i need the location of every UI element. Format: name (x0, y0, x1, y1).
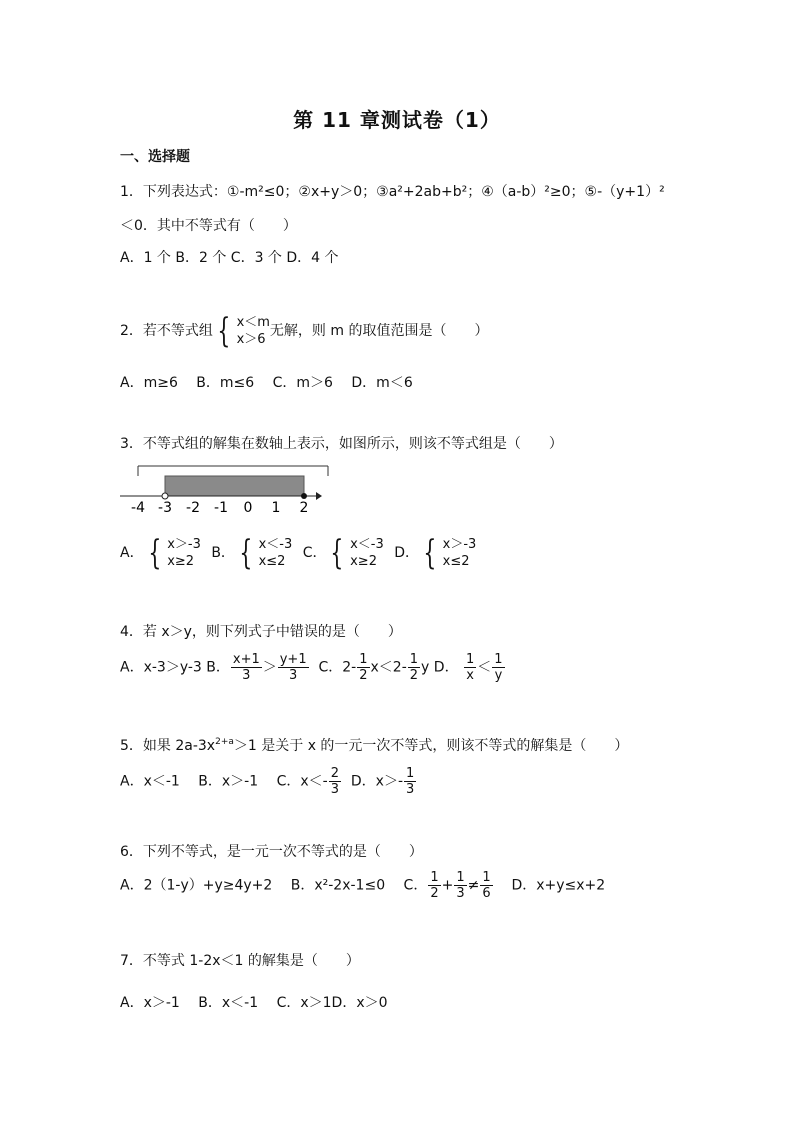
open-endpoint-icon (162, 493, 168, 499)
fraction: $\frac{1}{3}$ (456, 870, 465, 901)
q5-stem (120, 732, 628, 756)
option-row: x＜-3 (350, 537, 384, 552)
q4-options (120, 652, 506, 683)
fraction: $\frac{2}{3}$ (330, 766, 339, 797)
number-line-figure (118, 462, 338, 520)
tick-label: -2 (186, 500, 200, 516)
exponent: 2+a (215, 737, 234, 747)
tick-label: -3 (158, 500, 172, 516)
q3-option-a (120, 533, 201, 573)
fraction: $\frac{1}{2}$ (409, 652, 419, 683)
option-row: x≤2 (258, 554, 286, 569)
option-label: C． (302, 545, 327, 561)
tick-label: -4 (131, 500, 145, 516)
q5-option-d: D．x＞- (350, 773, 403, 790)
option-row: x≥2 (350, 554, 377, 569)
q2-stem (120, 311, 489, 351)
option-label: D． (394, 545, 419, 561)
q1-stem-line1: 1．下列表达式：①-m²≤0；②x+y＞0；③a²+2ab+b²；④（a-b）²≥0；⑤-（y+1）² (120, 184, 665, 200)
q5-stem-pre: 5．如果 2a-3x (120, 738, 216, 754)
axis-arrow-icon (316, 492, 322, 500)
fraction: $\frac{1}{x}$ (466, 652, 475, 683)
q3-options (120, 533, 477, 573)
q6-options-text: A．2（1-y）+y≥4y+2 B．x²-2x-1≤0 C． (120, 877, 428, 894)
q2-row2: x＞6 (236, 332, 266, 347)
brace-glyph: { (330, 533, 344, 573)
operator: + (441, 877, 454, 894)
q6-option-d: D．x+y≤x+2 (511, 877, 606, 894)
q4-option-c: C．2- (318, 659, 357, 676)
q3-option-d (394, 533, 477, 573)
q7-options: A．x＞-1 B．x＜-1 C．x＞1D．x＞0 (120, 995, 388, 1011)
brace-glyph: { (217, 311, 231, 351)
closed-endpoint-icon (301, 493, 307, 499)
q2-row1: x＜m (236, 315, 270, 330)
q1-options: A．1 个 B．2 个 C．3 个 D．4 个 (120, 250, 339, 266)
tick-label: 1 (271, 500, 281, 516)
q7-stem: 7．不等式 1-2x＜1 的解集是（ ） (120, 953, 360, 969)
brace-glyph: { (423, 533, 437, 573)
fraction: $\frac{1}{2}$ (430, 870, 439, 901)
solution-range-bar (165, 476, 304, 496)
fraction: $\frac{y+1}{3}$ (279, 652, 307, 683)
q2-prefix: 2．若不等式组 (120, 323, 213, 339)
tick-label: 2 (299, 500, 309, 516)
operator: ＞ (262, 659, 277, 676)
q5-options-text: A．x＜-1 B．x＞-1 C．x＜- (120, 773, 328, 790)
brace-glyph: { (147, 533, 161, 573)
q2-suffix: 无解，则 m 的取值范围是（ ） (269, 323, 489, 339)
q3-stem: 3．不等式组的解集在数轴上表示，如图所示，则该不等式组是（ ） (120, 436, 563, 452)
fraction: $\frac{1}{3}$ (406, 766, 415, 797)
option-label: A． (120, 545, 144, 561)
q4-option-a: A．x-3＞y-3 B． (120, 659, 230, 676)
q6-options (120, 870, 605, 901)
q5-options (120, 766, 417, 797)
q3-option-c (302, 533, 384, 573)
option-row: x≤2 (442, 554, 470, 569)
operator: ＜ (477, 659, 492, 676)
option-row: x＞-3 (167, 537, 201, 552)
q4-option-d-label: y D． (421, 659, 459, 676)
q3-option-b (211, 533, 293, 573)
q1-stem-line2: ＜0．其中不等式有（ ） (120, 218, 297, 234)
tick-label: 0 (243, 500, 253, 516)
fraction: $\frac{1}{2}$ (359, 652, 368, 683)
option-row: x＜-3 (258, 537, 293, 552)
brace-glyph: { (239, 533, 253, 573)
option-row: x＞-3 (442, 537, 477, 552)
fraction: $\frac{1}{y}$ (494, 652, 503, 683)
operator: ≠ (467, 877, 480, 894)
q6-stem: 6．下列不等式，是一元一次不等式的是（ ） (120, 844, 423, 860)
section-heading: 一、选择题 (120, 149, 190, 165)
fraction: $\frac{x+1}{3}$ (232, 652, 260, 683)
q2-system (213, 311, 270, 351)
option-label: B． (211, 545, 235, 561)
option-row: x≥2 (167, 554, 195, 569)
tick-label: -1 (214, 500, 228, 516)
q5-stem-post: ＞1 是关于 x 的一元一次不等式，则该不等式的解集是（ ） (233, 738, 629, 754)
page-title: 第 11 章测试卷（1） (293, 108, 501, 132)
q2-options: A．m≥6 B．m≤6 C．m＞6 D．m＜6 (120, 375, 413, 391)
fraction: $\frac{1}{6}$ (482, 870, 491, 901)
q4-stem: 4．若 x＞y，则下列式子中错误的是（ ） (120, 624, 402, 640)
operator: x＜2- (370, 659, 407, 676)
